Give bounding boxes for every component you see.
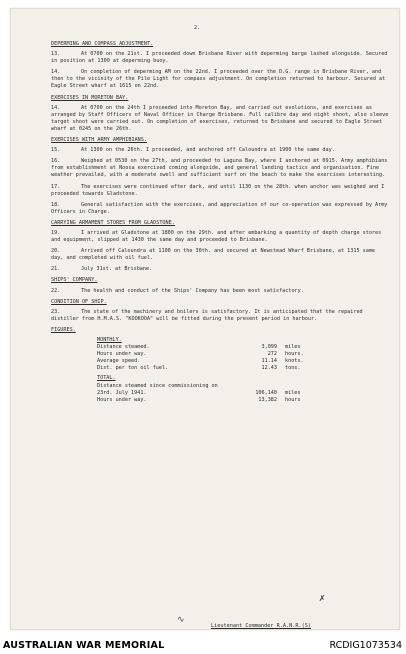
archive-name: AUSTRALIAN WAR MEMORIAL [3,640,165,651]
paragraph [51,105,389,133]
section-heading: CONDITION OF SHIP. [51,298,107,305]
figure-value: 106,140 [255,389,277,396]
paragraph-text: At 0700 on the 24th I proceeded into Moreton Bay, and carried out evolutions, and exercises as arranged by Staff Officers of Naval Officer in Charge Brisbane. Full calibre day and night shoot, also sleeve target shoot were carried out. On completion of exercises, returned to Brisbane and secured to Eagle Street wharf at 0245 on the 26th. [51,104,389,132]
signature-scribble-icon: ∿ [177,615,185,625]
figures-total [97,375,389,403]
figure-value: 11.14 [261,358,277,365]
paragraph-number: 23. [51,308,61,315]
figure-label: 23rd. July 1941. [97,389,147,396]
archive-footer [0,636,406,654]
paragraph-text: At 1300 on the 26th. I proceeded, and anchored off Caloundra at 1900 the same day. [81,147,335,154]
section-condition-of-ship [51,299,389,323]
section-army-amphibians [51,137,389,216]
paragraph-text: I arrived at Gladstone at 1800 on the 29th. and after embarking a quantity of depth charge stores and equipment, slipped at 1430 the same day and proceeded to Brisbane. [51,229,382,244]
paragraph [51,158,389,179]
figure-unit: hours. [285,351,304,358]
paragraph-number: 20. [51,248,61,255]
section-heading: SHIPS' COMPANY. [51,277,98,284]
paragraph-number: 21. [51,266,61,273]
section-ships-company [51,277,389,294]
figure-value: 272 [267,351,277,358]
paragraph-number: 22. [51,287,61,294]
paragraph-number: 14. [51,104,61,111]
figure-label: Distance steamed. [97,344,150,351]
figure-value: 3,099 [261,344,277,351]
figure-row [97,383,389,390]
signature-line: Lieutenant Commander R.A.N.R.(S) [211,623,311,629]
paragraph [51,69,389,90]
figure-row [97,390,389,397]
paragraph [51,266,389,273]
figures-monthly [97,337,389,372]
figure-label: Average speed. [97,358,141,365]
figure-row [97,365,389,372]
paragraph-text: On completion of deperming AM on the 22nd. I proceeded over the D.G. range in Brisbane River, and then to the vicinity of the Pile Light for compass adjustment. On completion returned to harbour. Secured at Eagle Street wharf at 1615 on 22nd. [51,69,386,90]
paragraph-number: 18. [51,201,61,208]
figure-label: Hours under way. [97,351,147,358]
figure-unit: miles [285,389,301,396]
figure-value: 12.43 [261,365,277,372]
paragraph [51,51,389,65]
paragraph-text: The state of the machinery and boilers is satisfactory. It is anticipated that the repaired distiller from H.M.A.S. "KOOKOOA" will be fitted during the present period in harbour. [51,308,363,322]
handwritten-mark-icon: ✗ [319,593,326,604]
paragraph [51,248,389,262]
paragraph [51,184,389,198]
paragraph [51,230,389,244]
figure-label: Hours under way. [97,396,147,403]
figure-row [97,397,389,404]
figures-group-title: MONTHLY. [97,337,122,343]
paragraph [51,309,389,323]
paragraph-text: July 31st. at Brisbane. [81,266,153,273]
section-armament-stores [51,220,389,274]
figure-label: Dist. per ton oil fuel. [97,365,169,372]
figure-unit: tons. [285,365,301,372]
paragraph-text: At 0700 on the 21st. I proceeded down Brisbane River with deperming barge lashed alongside. Secured in position at 1300 at deperming buoy. [51,51,388,65]
figure-unit: miles [285,344,301,351]
figure-row [97,358,389,365]
archive-reference: RCDIG1073534 [329,640,402,651]
paragraph-number: 17. [51,183,61,190]
report-body [51,39,389,407]
paragraph-number: 14. [51,69,61,76]
section-deperming [51,41,389,91]
paragraph-text: The exercises were continued after dark, and until 1130 on the 28th. when anchor was weighed and I proceeded towards Gladstone. [51,183,385,197]
section-moreton-bay [51,95,389,133]
paragraph-text: Arrived off Caloundra at 1100 on the 30th. and secured at Newstead Wharf Brisbane, at 1315 same day, and completed with oil fuel. [51,248,376,262]
section-heading: FIGURES. [51,326,76,333]
figure-value: 13,382 [258,396,277,403]
figure-unit: hours [285,396,301,403]
section-heading: EXERCISES IN MORETON BAY. [51,94,129,101]
paragraph [51,147,389,154]
section-heading: CARRYING ARMAMENT STORES FROM GLADSTONE. [51,219,175,226]
paragraph-text: General satisfaction with the exercises, and appreciation of our co-operation was expressed by Army Officers in Charge. [51,201,388,215]
paragraph-number: 16. [51,158,61,165]
paragraph [51,288,389,295]
paragraph-number: 19. [51,229,61,236]
document-page [10,8,400,630]
paragraph-number: 13. [51,51,61,58]
paragraph [51,202,389,216]
figure-row [97,344,389,351]
paragraph-text: The health and conduct of the Ships' Company has been most satisfactory. [81,287,304,294]
paragraph-text: Weighed at 0530 on the 27th, and proceeded to Laguna Bay, where I anchored at 0915. Army amphibians from establishment at Noosa exercised coming alongside, and general landing tactics and organisation. Fine weather prevailed, with a moderate swell and sufficient surf on the beach to make the exercises interesting. [51,158,388,179]
section-figures [51,327,389,404]
page-number: 2. [194,25,201,31]
figure-row [97,351,389,358]
paragraph-number: 15. [51,147,61,154]
section-heading: DEPERMING AND COMPASS ADJUSTMENT. [51,41,154,47]
figure-label: Distance steamed since commissioning on [97,382,218,389]
figure-unit: knots. [285,358,304,365]
figures-group-title: TOTAL. [97,375,116,382]
section-heading: EXERCISES WITH ARMY AMPHIBIANS. [51,137,147,144]
